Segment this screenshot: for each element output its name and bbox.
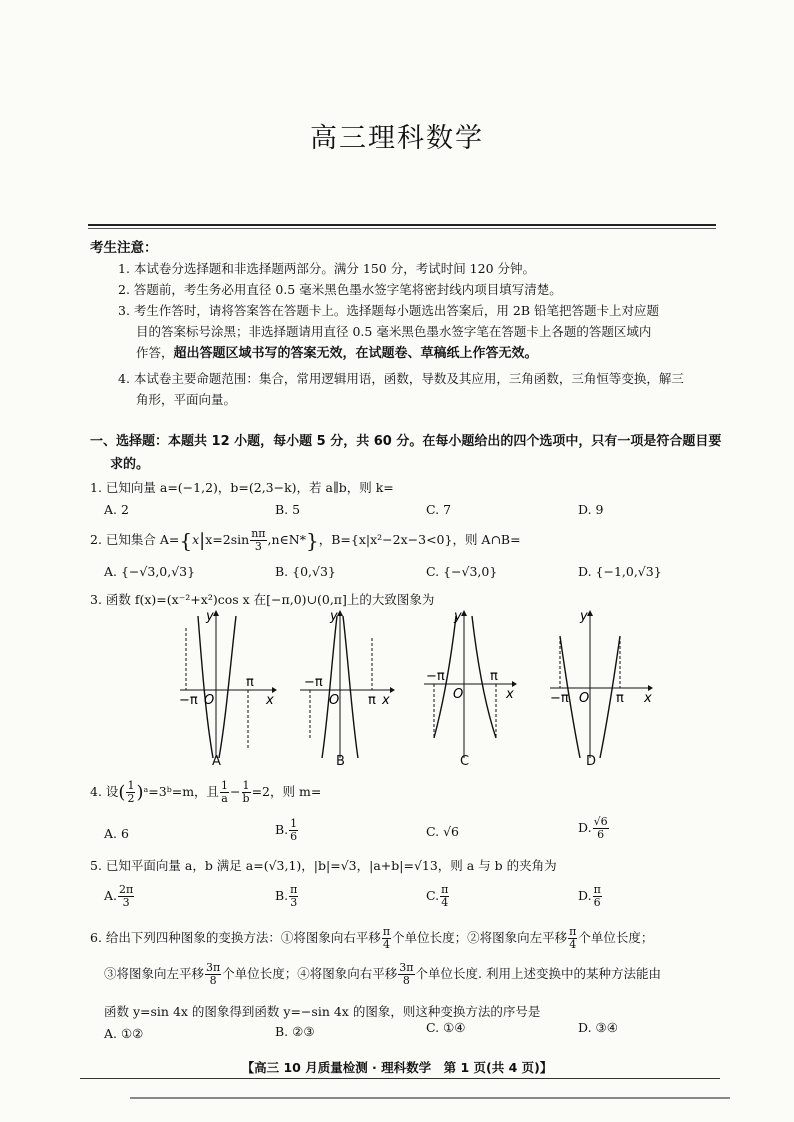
q4-d-num: √6 <box>593 815 608 828</box>
graph-c-svg <box>420 608 520 768</box>
question-5-stem: 5. 已知平面向量 a，b 满足 a=(√3,1)，|b|=√3，|a+b|=√13，则 a 与 b 的夹角为 <box>90 858 557 873</box>
graph-d-y-arrow <box>587 610 593 616</box>
graph-a-x-label: x <box>266 693 274 708</box>
graph-d-neg-pi: −π <box>550 691 569 706</box>
graph-a-y-arrow <box>213 610 219 616</box>
q4-part-a: 4. 设 <box>90 784 119 799</box>
graph-b-x-arrow <box>390 687 395 693</box>
question-1-option-b: B. 5 <box>275 502 301 517</box>
q4-b-prefix: B. <box>275 822 289 837</box>
graph-b <box>296 608 396 768</box>
q2-part-a: 2. 已知集合 A= <box>90 532 180 547</box>
graph-a-svg <box>176 608 276 768</box>
q6-frac-1 <box>382 926 391 951</box>
q5-c-frac <box>440 884 449 909</box>
q4-b-den: 6 <box>290 830 298 843</box>
graph-d-pi: π <box>616 691 624 706</box>
notice-item-3-line-3 <box>136 342 538 364</box>
q6-f1-den: 4 <box>383 938 391 951</box>
question-4-option-c: C. √6 <box>426 824 459 839</box>
graph-b-y-label: y <box>330 609 338 624</box>
q6-f2-den: 4 <box>569 938 577 951</box>
notice-item-4-line-1: 4. 本试卷主要命题范围：集合，常用逻辑用语，函数，导数及其应用，三角函数，三角恒等变换，解三 <box>118 371 684 386</box>
graph-b-label: B <box>336 754 345 769</box>
graph-b-neg-pi: −π <box>304 675 323 690</box>
q4-d-frac <box>593 816 609 841</box>
question-4-option-d <box>578 816 610 841</box>
q6-f3-den: 8 <box>209 974 217 987</box>
graph-c-y-label: y <box>454 609 462 624</box>
q5-b-num: π <box>290 883 298 896</box>
question-4-option-b <box>275 818 299 843</box>
q2-part-e: ，B={x|x²−2x−3<0}，则 A∩B= <box>318 532 521 547</box>
q4-frac-a-num: 1 <box>221 779 229 792</box>
q6-f1-num: π <box>382 925 391 938</box>
graph-b-curve-right <box>343 616 358 758</box>
question-6-line-1 <box>90 926 653 951</box>
notice-item-4-line-2: 角形，平面向量。 <box>136 392 237 407</box>
q4-d-den: 6 <box>597 828 605 841</box>
q4-lparen: ( <box>118 782 126 803</box>
q5-c-num: π <box>441 883 449 896</box>
q5-a-den: 3 <box>122 896 130 909</box>
header-rule-thin <box>88 228 716 229</box>
graph-a-neg-pi: −π <box>179 693 198 708</box>
q6-l1c: 个单位长度； <box>578 930 654 945</box>
question-2-option-c: C. {−√3,0} <box>426 564 498 579</box>
notice-item-3-line-2: 目的答案标号涂黑；非选择题请用直径 0.5 毫米黑色墨水签字笔在答题卡上各题的答题区域内 <box>136 324 652 339</box>
q2-frac-num: nπ <box>251 527 266 540</box>
q6-l2b: 个单位长度；④将图象向右平移 <box>222 966 398 981</box>
graph-d-y-label: y <box>580 609 588 624</box>
q6-l1a: 6. 给出下列四种图象的变换方法：①将图象向右平移 <box>90 930 381 945</box>
q5-b-den: 3 <box>290 896 298 909</box>
q5-d-prefix: D. <box>578 888 592 903</box>
graph-d-origin: O <box>579 691 590 706</box>
q5-b-frac <box>289 884 298 909</box>
q4-rparen: ) <box>136 782 144 803</box>
question-4-stem <box>90 780 321 805</box>
bottom-edge-rule <box>130 1097 730 1099</box>
question-4-option-a: A. 6 <box>104 826 129 841</box>
page-footer: 【高三 10 月质量检测 · 理科数学 第 1 页(共 4 页)】 <box>241 1060 553 1075</box>
graph-a <box>176 608 276 768</box>
question-5-option-a <box>104 884 135 909</box>
q4-b-num: 1 <box>290 817 298 830</box>
q2-var-x: x <box>192 532 200 547</box>
question-6-option-d: D. ③④ <box>578 1020 618 1035</box>
q5-a-prefix: A. <box>104 888 118 903</box>
q5-a-num: 2π <box>119 883 134 896</box>
q5-b-prefix: B. <box>275 888 289 903</box>
q5-d-den: 6 <box>593 896 601 909</box>
q6-f3-num: 3π <box>206 961 221 974</box>
q2-bar: | <box>199 530 206 551</box>
graph-d-svg <box>548 608 658 768</box>
notice-item-3-line-1: 3. 考生作答时，请将答案答在答题卡上。选择题每小题选出答案后，用 2B 铅笔把答题卡上对应题 <box>118 303 659 318</box>
question-2-option-a: A. {−√3,0,√3} <box>104 564 196 579</box>
question-6-option-b: B. ②③ <box>275 1024 315 1039</box>
graph-b-y-arrow <box>337 610 343 616</box>
question-2-option-b: B. {0,√3} <box>275 564 336 579</box>
question-2-stem <box>90 528 521 553</box>
graph-b-pi: π <box>368 693 376 708</box>
graph-c-x-label: x <box>506 687 514 702</box>
q4-frac-a-den: a <box>221 792 228 805</box>
q6-frac-2 <box>568 926 577 951</box>
question-5-option-b <box>275 884 299 909</box>
graph-d-label: D <box>586 754 597 769</box>
question-6-option-c: C. ①④ <box>426 1020 466 1035</box>
q5-d-frac <box>593 884 602 909</box>
notice-item-2: 2. 答题前，考生务必用直径 0.5 毫米黑色墨水签字笔将密封线内项目填写清楚。 <box>118 282 562 297</box>
graph-c-origin: O <box>453 687 464 702</box>
graph-b-x-label: x <box>382 693 390 708</box>
question-5-option-c <box>426 884 450 909</box>
q2-right-brace: } <box>306 528 319 553</box>
graph-c-pi: π <box>490 669 498 684</box>
graph-d-x-label: x <box>644 691 652 706</box>
graph-d <box>548 608 658 768</box>
header-rule <box>88 224 716 226</box>
graph-a-y-label: y <box>206 609 214 624</box>
q2-left-brace: { <box>179 528 193 553</box>
graph-a-curve-right <box>219 616 236 758</box>
notice-item-3-line-3-start: 作答， <box>136 345 174 360</box>
q4-part-b: ᵃ=3ᵇ=m，且 <box>143 784 220 799</box>
q5-c-den: 4 <box>441 896 449 909</box>
q4-half-num: 1 <box>127 779 135 792</box>
q6-l2a: ③将图象向左平移 <box>104 966 205 981</box>
q4-frac-b <box>242 780 251 805</box>
q6-l2c: 个单位长度. 利用上述变换中的某种方法能由 <box>415 966 661 981</box>
q6-f4-den: 8 <box>402 974 410 987</box>
notice-heading: 考生注意： <box>90 240 158 256</box>
footer-rule <box>80 1078 720 1079</box>
q2-part-d: ,n∈N* <box>267 532 306 547</box>
q4-b-frac <box>289 818 298 843</box>
q5-a-frac <box>118 884 134 909</box>
q6-l1b: 个单位长度；②将图象向左平移 <box>392 930 568 945</box>
q6-frac-4 <box>398 962 414 987</box>
question-1-option-a: A. 2 <box>104 502 129 517</box>
graph-c-label: C <box>460 754 470 769</box>
question-5-option-d <box>578 884 603 909</box>
question-6-line-3: 函数 y=sin 4x 的图象得到函数 y=−sin 4x 的图象，则这种变换方法的序号是 <box>104 1004 541 1019</box>
q5-d-num: π <box>593 883 601 896</box>
q4-frac-b-den: b <box>242 792 250 805</box>
graph-c-y-arrow <box>461 610 467 616</box>
section-heading-line-1: 一、选择题：本题共 12 小题，每小题 5 分，共 60 分。在每小题给出的四个选项中，只有一项是符合题目要 <box>90 434 722 449</box>
question-3-stem: 3. 函数 f(x)=(x⁻²+x²)cos x 在[−π,0)∪(0,π]上的大致图象为 <box>90 592 435 607</box>
question-6-line-2 <box>104 962 661 987</box>
graph-a-curve-left <box>198 616 213 758</box>
section-heading-line-2: 求的。 <box>110 457 150 472</box>
question-1-option-d: D. 9 <box>578 502 604 517</box>
q4-half-den: 2 <box>127 792 135 805</box>
q4-half <box>126 780 135 805</box>
q2-frac-den: 3 <box>254 540 262 553</box>
graph-b-curve-left <box>322 616 340 758</box>
question-2-option-d: D. {−1,0,√3} <box>578 564 662 579</box>
graph-a-label: A <box>212 754 221 769</box>
exam-title: 高三理科数学 <box>310 123 484 154</box>
q4-minus: − <box>230 784 241 799</box>
notice-emphasis: 超出答题区域书写的答案无效，在试题卷、草稿纸上作答无效。 <box>173 346 538 361</box>
question-6-option-a: A. ①② <box>104 1026 144 1041</box>
q6-frac-3 <box>205 962 221 987</box>
graph-c-neg-pi: −π <box>426 669 445 684</box>
q4-frac-b-num: 1 <box>242 779 250 792</box>
q6-f2-num: π <box>569 925 577 938</box>
q2-fraction <box>250 528 266 553</box>
q5-c-prefix: C. <box>426 888 440 903</box>
q2-part-c: x=2sin <box>205 532 250 547</box>
q4-d-prefix: D. <box>578 820 592 835</box>
q6-f4-num: 3π <box>399 961 414 974</box>
question-1-option-c: C. 7 <box>426 502 452 517</box>
question-1-stem: 1. 已知向量 a=(−1,2)，b=(2,3−k)，若 a∥b，则 k= <box>90 480 394 495</box>
graph-c <box>420 608 520 768</box>
graph-b-svg <box>296 608 396 768</box>
notice-item-1: 1. 本试卷分选择题和非选择题两部分。满分 150 分，考试时间 120 分钟。 <box>118 261 536 276</box>
q4-part-c: =2，则 m= <box>251 784 322 799</box>
graph-b-origin: O <box>329 693 340 708</box>
graph-a-origin: O <box>204 693 215 708</box>
graph-a-pi: π <box>246 675 254 690</box>
q4-frac-a <box>220 780 229 805</box>
